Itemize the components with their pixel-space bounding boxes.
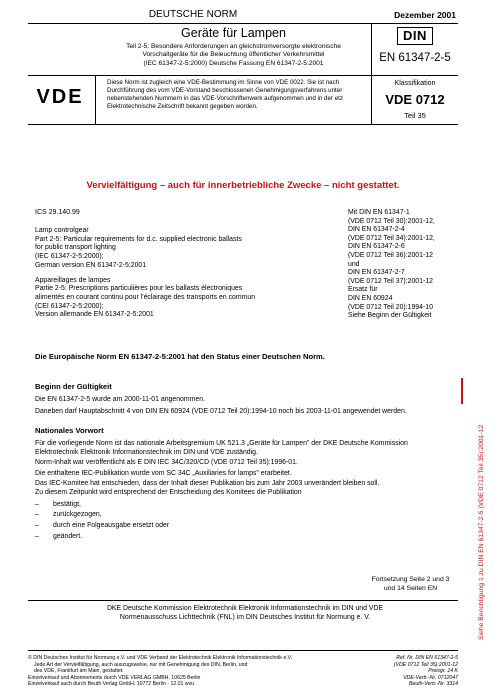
replacement-line: Siehe Beginn der Gültigkeit: [348, 312, 432, 320]
divider-footer-top: [28, 650, 458, 651]
replacement-line: und: [348, 260, 360, 268]
replacement-info: [348, 209, 468, 321]
list-item: – bestätigt,: [35, 500, 81, 508]
vorwort-heading: Nationales Vorwort: [35, 426, 104, 435]
vorwort-paragraph: [35, 480, 465, 497]
vorwort-list: [35, 500, 465, 543]
ics-code: ICS 29.140.99: [35, 209, 80, 216]
footer-ref-line: VDE-Vertr.-Nr. 0712047: [403, 674, 458, 681]
divider-header-bottom: [28, 124, 458, 125]
footer-copyright: [28, 655, 338, 688]
din-logo: DIN: [397, 27, 433, 45]
divider-right-header: [371, 23, 372, 124]
continuation-line: und 14 Seiten EN: [383, 584, 438, 592]
vde-number: VDE 0712: [385, 92, 445, 107]
vde-statement-line: Diese Norm ist zugleich eine VDE-Bestimmung im Sinne von VDE 0022. Sie ist nach: [107, 79, 340, 86]
vorwort-paragraph: Die enthaltene IEC-Publikation wurde vom SC 34C „Auxiliaries for lamps" erarbeitet.: [35, 469, 292, 477]
klassifikation-label: Klassifikation: [394, 80, 436, 87]
vorwort-paragraph: Norm-Inhalt war veröffentlicht als E DIN IEC 34C/320/CD (VDE 0712 Teil 35):1996-01.: [35, 459, 298, 467]
replacement-line: (VDE 0712 Teil 20):1994-10: [348, 303, 433, 311]
replacement-line: DIN EN 61347-2-4: [348, 226, 405, 234]
committee-line: DKE Deutsche Kommission Elektrotechnik Elektronik Informationstechnik im DIN und VDE: [106, 605, 384, 612]
replacement-line: (VDE 0712 Teil 37):2001-12: [348, 277, 433, 285]
correction-note-text: Siehe Berichtigung 1 zu DIN EN 61347-2-5 (VDE 0712 Teil 35):2001-12: [478, 424, 485, 640]
english-title: Lamp controlgear Part 2-5: Particular requirements for d.c. supplied electronic ballasts for public transport lighting (IEC 61347-2-5:2000); German version EN 61347-2-5:2001: [35, 227, 242, 269]
continuation-line: Fortsetzung Seite 2 und 3: [371, 576, 450, 583]
footer-line: des VDE, Frankfurt am Main, gestattet.: [34, 668, 124, 675]
subtitle-line: Teil 2-5: Besondere Anforderungen an gleichstromversorgte elektronische: [126, 43, 341, 50]
document-title: Geräte für Lampen: [181, 26, 286, 40]
vorwort-line: Das IEC-Komitee hat entschieden, dass der Inhalt dieser Publikation bis zum Jahr 2003 unverändert bleiben soll.: [35, 480, 380, 488]
vorwort-line: Zu diesem Zeitpunkt wird entsprechend der Entscheidung des Komitees die Publikation: [35, 488, 302, 496]
continuation-note: [358, 576, 463, 593]
replacement-line: (VDE 0712 Teil 36):2001-12: [348, 251, 433, 259]
correction-marker: [461, 378, 463, 404]
status-statement: Die Europäische Norm EN 61347-2-5:2001 hat den Status einer Deutschen Norm.: [35, 352, 325, 361]
subtitle-line: Vorschaltgeräte für die Beleuchtung öffentlicher Verkehrsmittel: [142, 51, 325, 59]
vde-statement: [107, 79, 369, 111]
foreign-titles: [35, 227, 335, 326]
vorwort-line: Elektrotechnik Elektronik Informationstechnik im DIN und VDE zuständig.: [35, 448, 258, 456]
vde-logo: VDE: [36, 86, 84, 108]
committee-line: Normenausschuss Lichttechnik (FNL) im DIN Deutsches Institut für Normung e. V.: [119, 613, 371, 621]
divider-dke-top: [28, 600, 458, 601]
vde-statement-line: Durchführung des vom VDE-Vorstand beschlossenen Genehmigungsverfahrens unter: [107, 86, 343, 94]
divider-title: [28, 75, 458, 76]
publication-date: Dezember 2001: [394, 10, 456, 20]
french-title: Appareillages de lampes Partie 2-5: Prescriptions particulières pour les ballasts électroniques alimentés en courant continu pour l'éclairage des transports en commun (CEI 61347-2-5:2000); Version allemande EN 61347-2-5:2001: [35, 276, 256, 319]
footer-line: © DIN Deutsches Institut für Normung e.V. und VDE Verband der Elektrotechnik Elektronik Informationstechnik e.V.: [28, 655, 293, 661]
vde-statement-line: Elektrotechnische Zeitschrift bekannt gegeben worden.: [107, 102, 258, 110]
footer-ref-line: Preisgr. 14 K: [428, 668, 458, 675]
subtitle-line: (IEC 61347-2-5:2000) Deutsche Fassung EN 61347-2-5:2001: [143, 59, 324, 67]
replacement-line: Ersatz für: [348, 286, 378, 294]
footer-line: Jede Art der Vervielfältigung, auch auszugsweise, nur mit Genehmigung des DIN, Berlin, und: [34, 661, 248, 668]
divider-vde-logo: [95, 75, 96, 124]
list-item: – zurückgezogen,: [35, 511, 102, 519]
vorwort-paragraph: [35, 440, 465, 457]
replacement-line: (VDE 0712 Teil 34):2001-12,: [348, 234, 435, 242]
vorwort-section: [35, 426, 465, 542]
din-standard-number: EN 61347-2-5: [379, 52, 451, 64]
replacement-line: DIN EN 61347-2-6: [348, 243, 405, 251]
footer-ref-line: Beuth-Vertr.-Nr. 3314: [408, 681, 458, 688]
header-bar: [28, 8, 458, 24]
replacement-line: DIN EN 61347-2-7: [348, 269, 405, 277]
footer-line: Einzelverkauf und Abonnements durch VDE VERLAG GMBH, 10625 Berlin: [28, 674, 201, 681]
list-item: – durch eine Folgeausgabe ersetzt oder: [35, 521, 170, 529]
norm-label: DEUTSCHE NORM: [148, 9, 238, 20]
copy-warning: Vervielfältigung – auch für innerbetriebliche Zwecke – nicht gestattet.: [86, 180, 400, 191]
footer-line: Einzelverkauf auch durch Beuth Verlag GmbH, 10772 Berlin · 12.01 wvu: [28, 681, 195, 688]
beginn-heading: Beginn der Gültigkeit: [35, 382, 112, 391]
responsible-committees: [40, 605, 450, 622]
footer-ref-line: (VDE 0712 Teil 35):2001-12: [393, 661, 458, 668]
vde-teil: Teil 35: [404, 111, 426, 120]
replacement-line: Mit DIN EN 61347-1: [348, 209, 410, 216]
replacement-line: (VDE 0712 Teil 30):2001-12,: [348, 217, 435, 225]
vorwort-line: Für die vorliegende Norm ist das nationale Arbeitsgremium UK 521.3 „Geräte für Lampen" der DKE Deutsche Kommission: [35, 440, 408, 447]
beginn-section: [35, 382, 465, 416]
document-subtitle: [96, 43, 371, 68]
replacement-line: DIN EN 60924: [348, 294, 393, 302]
vde-statement-line: nebenstehenden Nummern in das VDE-Vorschriftenwerk aufgenommen und in der etz: [107, 94, 343, 102]
footer-ref-line: Ref. Nr. DIN EN 61347-2-5: [396, 655, 458, 661]
list-item: – geändert.: [35, 532, 83, 540]
beginn-line: Die EN 61347-2-5 wurde am 2000-11-01 angenommen.: [35, 396, 205, 403]
footer-reference: [340, 655, 458, 688]
beginn-line: Daneben darf Hauptabschnitt 4 von DIN EN 60924 (VDE 0712 Teil 20):1994-10 noch bis 2003-11-01 angewendet werden.: [35, 407, 407, 415]
